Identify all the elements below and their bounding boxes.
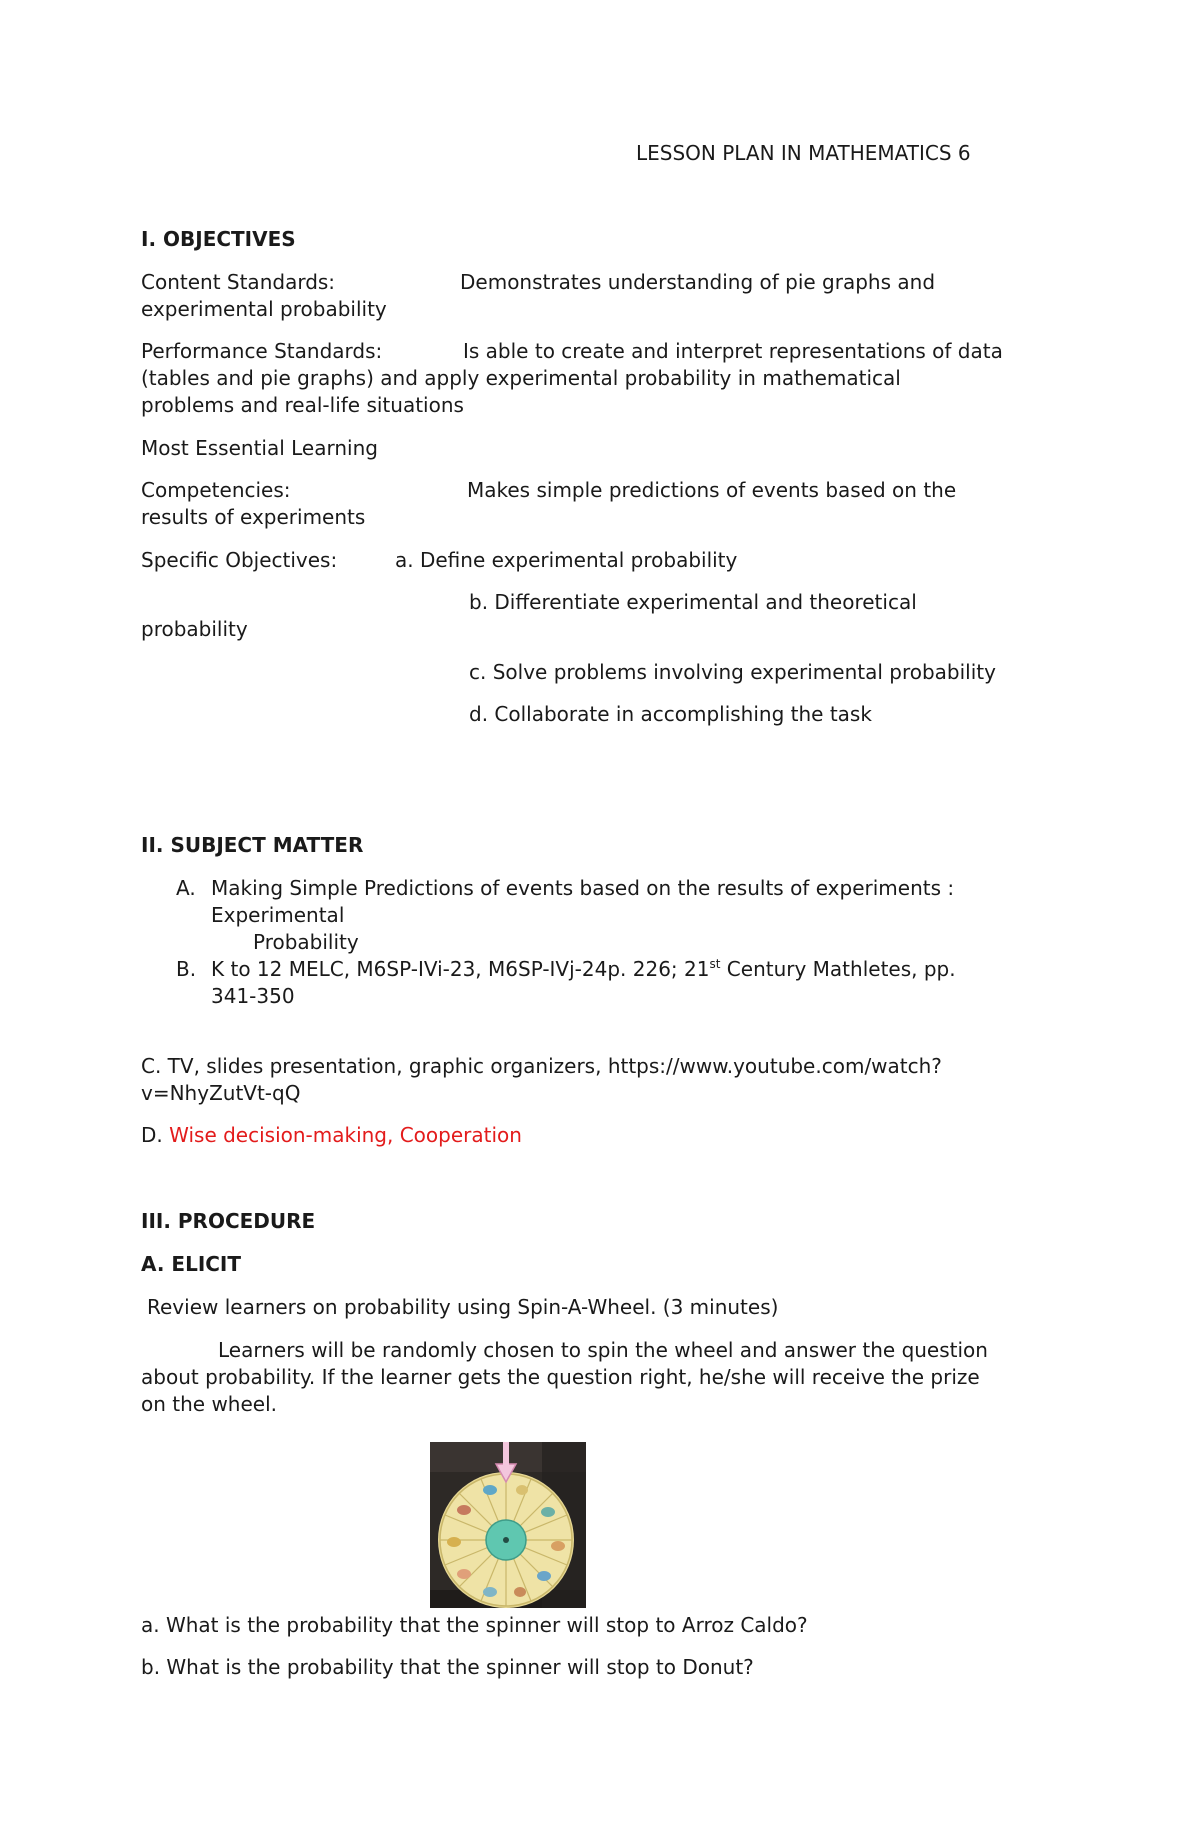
document-title: LESSON PLAN IN MATHEMATICS 6 — [636, 141, 971, 165]
specific-objective-d: d. Collaborate in accomplishing the task — [469, 702, 872, 726]
elicit-paragraph-cont2: on the wheel. — [141, 1392, 278, 1416]
question-b: b. What is the probability that the spinner will stop to Donut? — [141, 1655, 754, 1679]
subject-item-b — [211, 956, 956, 983]
subject-item-a-cont2: Probability — [253, 930, 359, 954]
subject-item-a: Making Simple Predictions of events based on the results of experiments : — [211, 876, 955, 900]
specific-objectives-label: Specific Objectives: — [141, 548, 338, 572]
subject-item-b-text: K to 12 MELC, M6SP-IVi-23, M6SP-IVj-24p. 226; 21 — [211, 957, 710, 981]
specific-objective-c: c. Solve problems involving experimental probability — [469, 660, 996, 684]
performance-standards-value: Is able to create and interpret representations of data — [463, 339, 1003, 363]
values-integration: Wise decision-making, Cooperation — [169, 1123, 522, 1147]
elicit-paragraph: Learners will be randomly chosen to spin the wheel and answer the question — [218, 1338, 988, 1362]
subject-item-b-text-end: Century Mathletes, pp. — [720, 957, 956, 981]
procedure-heading: III. PROCEDURE — [141, 1209, 316, 1233]
subject-item-d-prefix: D. — [141, 1123, 170, 1147]
specific-objective-b: b. Differentiate experimental and theoretical — [469, 590, 917, 614]
spin-wheel-illustration — [430, 1442, 586, 1608]
subject-item-c: C. TV, slides presentation, graphic organizers, https://www.youtube.com/watch? — [141, 1054, 942, 1078]
performance-standards-value-cont: (tables and pie graphs) and apply experimental probability in mathematical — [141, 366, 901, 390]
subject-item-b-cont: 341-350 — [211, 984, 295, 1008]
subject-item-c-cont: v=NhyZutVt-qQ — [141, 1081, 301, 1105]
content-standards-label: Content Standards: — [141, 270, 336, 294]
list-marker-b: B. — [176, 957, 197, 981]
objectives-heading: I. OBJECTIVES — [141, 227, 296, 251]
specific-objective-a: a. Define experimental probability — [395, 548, 738, 572]
competencies-value: Makes simple predictions of events based on the — [467, 478, 957, 502]
review-line: Review learners on probability using Spin-A-Wheel. (3 minutes) — [147, 1295, 779, 1319]
elicit-heading: A. ELICIT — [141, 1252, 242, 1276]
ordinal-suffix: st — [709, 957, 721, 971]
competencies-value-cont: results of experiments — [141, 505, 366, 529]
elicit-paragraph-cont: about probability. If the learner gets the question right, he/she will receive the prize — [141, 1365, 980, 1389]
list-marker-a: A. — [176, 876, 196, 900]
melc-label: Most Essential Learning — [141, 436, 378, 460]
question-a: a. What is the probability that the spinner will stop to Arroz Caldo? — [141, 1613, 808, 1637]
spin-wheel-photo — [430, 1442, 586, 1608]
competencies-label: Competencies: — [141, 478, 291, 502]
content-standards-value-cont: experimental probability — [141, 297, 387, 321]
specific-objective-b-cont: probability — [141, 617, 248, 641]
subject-item-a-cont: Experimental — [211, 903, 345, 927]
subject-matter-heading: II. SUBJECT MATTER — [141, 833, 364, 857]
performance-standards-value-cont2: problems and real-life situations — [141, 393, 464, 417]
subject-item-d — [141, 1122, 522, 1149]
content-standards-value: Demonstrates understanding of pie graphs and — [460, 270, 936, 294]
performance-standards-label: Performance Standards: — [141, 339, 383, 363]
